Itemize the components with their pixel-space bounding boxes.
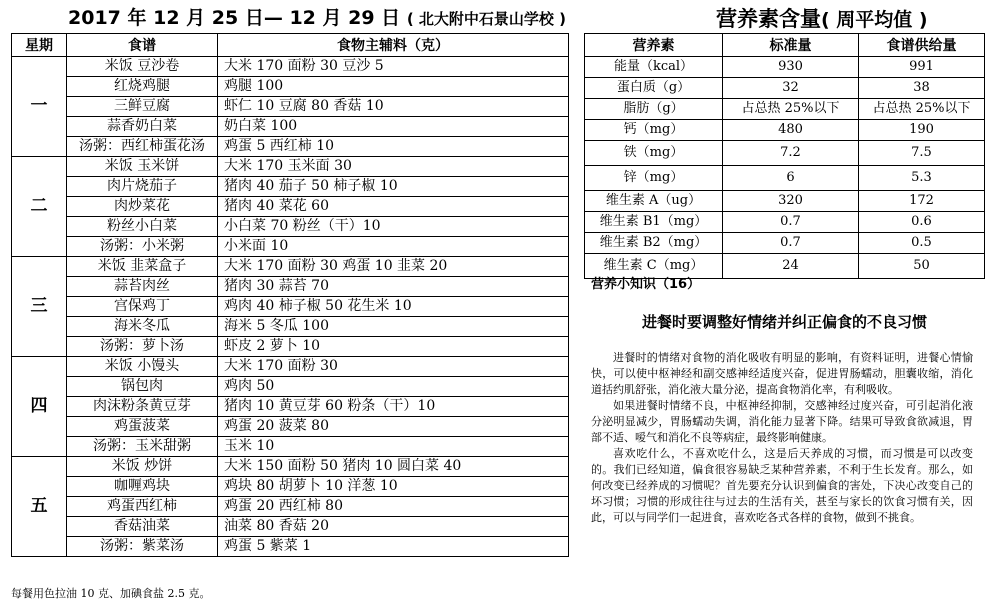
nutrition-title: 营养素含量( 周平均值 ) [716, 7, 928, 31]
dish-cell: 米饭 豆沙卷 [67, 57, 218, 77]
ingredients-cell: 虾皮 2 萝卜 10 [218, 337, 569, 357]
standard-value: 32 [723, 78, 859, 99]
ingredients-cell: 海米 5 冬瓜 100 [218, 317, 569, 337]
ingredients-cell: 大米 170 面粉 30 豆沙 5 [218, 57, 569, 77]
table-row [12, 397, 569, 417]
dish-cell: 海米冬瓜 [67, 317, 218, 337]
nutrient-name: 铁（mg） [585, 141, 723, 166]
dish-cell: 汤粥：萝卜汤 [67, 337, 218, 357]
ingredients-cell: 虾仁 10 豆腐 80 香菇 10 [218, 97, 569, 117]
dish-cell: 鸡蛋西红柿 [67, 497, 218, 517]
supply-value: 190 [859, 120, 985, 141]
standard-value: 6 [723, 166, 859, 191]
nutrient-name: 钙（mg） [585, 120, 723, 141]
col-header-ingredients: 食物主辅料（克） [218, 34, 569, 57]
dish-cell: 米饭 玉米饼 [67, 157, 218, 177]
dish-cell: 肉沫粉条黄豆芽 [67, 397, 218, 417]
ingredients-cell: 猪肉 40 茄子 50 柿子椒 10 [218, 177, 569, 197]
table-row [12, 417, 569, 437]
dish-cell: 米饭 炒饼 [67, 457, 218, 477]
ingredients-cell: 鸡肉 40 柿子椒 50 花生米 10 [218, 297, 569, 317]
standard-value: 24 [723, 254, 859, 279]
dish-cell: 红烧鸡腿 [67, 77, 218, 97]
weekday-cell: 四 [12, 357, 67, 457]
ingredients-cell: 鸡蛋 5 西红柿 10 [218, 137, 569, 157]
col-header-nutrient: 营养素 [585, 34, 723, 57]
table-row [12, 197, 569, 217]
ingredients-cell: 鸡蛋 5 紫菜 1 [218, 537, 569, 557]
standard-value: 480 [723, 120, 859, 141]
weekday-cell: 二 [12, 157, 67, 257]
dish-cell: 蒜香奶白菜 [67, 117, 218, 137]
table-row [585, 120, 985, 141]
weekly-menu-table [11, 33, 569, 557]
col-header-supply: 食谱供给量 [859, 34, 985, 57]
supply-value: 7.5 [859, 141, 985, 166]
table-row [585, 191, 985, 212]
nutrient-name: 脂肪（g） [585, 99, 723, 120]
table-row [585, 212, 985, 233]
table-row [12, 157, 569, 177]
ingredients-cell: 奶白菜 100 [218, 117, 569, 137]
nutrient-name: 蛋白质（g） [585, 78, 723, 99]
dish-cell: 肉炒菜花 [67, 197, 218, 217]
dish-cell: 香菇油菜 [67, 517, 218, 537]
table-row [12, 97, 569, 117]
table-row [12, 277, 569, 297]
standard-value: 0.7 [723, 233, 859, 254]
date-range: 2017 年 12 月 25 日— 12 月 29 日 [68, 7, 401, 29]
standard-value: 0.7 [723, 212, 859, 233]
supply-value: 0.6 [859, 212, 985, 233]
table-row [585, 99, 985, 120]
dish-cell: 米饭 小馒头 [67, 357, 218, 377]
ingredients-cell: 鸡块 80 胡萝卜 10 洋葱 10 [218, 477, 569, 497]
table-row [12, 257, 569, 277]
supply-value: 172 [859, 191, 985, 212]
ingredients-cell: 玉米 10 [218, 437, 569, 457]
standard-value: 占总热 25%以下 [723, 99, 859, 120]
ingredients-cell: 猪肉 30 蒜苔 70 [218, 277, 569, 297]
tips-title: 进餐时要调整好情绪并纠正偏食的不良习惯 [642, 313, 928, 331]
table-row [585, 78, 985, 99]
table-row [12, 77, 569, 97]
dish-cell: 咖喱鸡块 [67, 477, 218, 497]
table-row [12, 357, 569, 377]
dish-cell: 鸡蛋菠菜 [67, 417, 218, 437]
table-row [12, 477, 569, 497]
supply-value: 0.5 [859, 233, 985, 254]
table-row [12, 177, 569, 197]
ingredients-cell: 油菜 80 香菇 20 [218, 517, 569, 537]
tips-paragraph: 喜欢吃什么，不喜欢吃什么，这是后天养成的习惯，而习惯是可以改变的。我们已经知道，偏食很容易缺乏某种营养素，不利于生长发育。那么，如何改变已经养成的习惯呢？首先要充分认识到偏食的害处，下决心改变自己的坏习惯；习惯的形成往往与过去的生活有关，甚至与家长的饮食习惯有关，因此，可以与同学们一起进食，喜欢吃各式各样的食物，做到不挑食。 [591, 447, 973, 524]
col-header-recipe: 食谱 [67, 34, 218, 57]
dish-cell: 锅包肉 [67, 377, 218, 397]
table-row [12, 317, 569, 337]
dish-cell: 米饭 韭菜盒子 [67, 257, 218, 277]
weekday-cell: 一 [12, 57, 67, 157]
dish-cell: 肉片烧茄子 [67, 177, 218, 197]
standard-value: 7.2 [723, 141, 859, 166]
dish-cell: 宫保鸡丁 [67, 297, 218, 317]
ingredients-cell: 鸡蛋 20 西红柿 80 [218, 497, 569, 517]
table-row [12, 437, 569, 457]
ingredients-cell: 猪肉 10 黄豆芽 60 粉条（干）10 [218, 397, 569, 417]
table-row [585, 166, 985, 191]
nutrient-name: 能量（kcal） [585, 57, 723, 78]
standard-value: 320 [723, 191, 859, 212]
table-row [12, 377, 569, 397]
table-row [585, 141, 985, 166]
supply-value: 991 [859, 57, 985, 78]
table-row [585, 233, 985, 254]
ingredients-cell: 鸡肉 50 [218, 377, 569, 397]
table-row [12, 217, 569, 237]
dish-cell: 蒜苔肉丝 [67, 277, 218, 297]
table-row [12, 237, 569, 257]
ingredients-cell: 小米面 10 [218, 237, 569, 257]
table-row [12, 57, 569, 77]
ingredients-cell: 猪肉 40 菜花 60 [218, 197, 569, 217]
supply-value: 5.3 [859, 166, 985, 191]
nutrient-name: 维生素 C（mg） [585, 254, 723, 279]
tips-body [591, 350, 973, 526]
table-row [12, 297, 569, 317]
tips-paragraph: 进餐时的情绪对食物的消化吸收有明显的影响，有资料证明，进餐心情愉快，可以使中枢神经和副交感神经适度兴奋，促进胃肠蠕动，胆囊收缩，消化道括约肌舒张，消化液大量分泌，提高食物消化率，有利吸收。 [591, 351, 973, 396]
weekday-cell: 三 [12, 257, 67, 357]
table-row [12, 517, 569, 537]
table-row [12, 457, 569, 477]
ingredients-cell: 鸡蛋 20 菠菜 80 [218, 417, 569, 437]
col-header-standard: 标准量 [723, 34, 859, 57]
supply-value: 占总热 25%以下 [859, 99, 985, 120]
table-row [12, 117, 569, 137]
table-row [585, 57, 985, 78]
ingredients-cell: 大米 170 玉米面 30 [218, 157, 569, 177]
dish-cell: 汤粥：玉米甜粥 [67, 437, 218, 457]
tips-paragraph: 如果进餐时情绪不良，中枢神经抑制，交感神经过度兴奋，可引起消化液分泌明显减少，胃肠蠕动失调，消化能力显著下降。结果可导致食欲减退，胃部不适、嗳气和消化不良等病症，最终影响健康。 [591, 399, 973, 444]
nutrient-name: 锌（mg） [585, 166, 723, 191]
weekday-cell: 五 [12, 457, 67, 557]
table-row [12, 137, 569, 157]
ingredients-cell: 小白菜 70 粉丝（干）10 [218, 217, 569, 237]
dish-cell: 三鲜豆腐 [67, 97, 218, 117]
ingredients-cell: 大米 150 面粉 50 猪肉 10 圆白菜 40 [218, 457, 569, 477]
ingredients-cell: 大米 170 面粉 30 [218, 357, 569, 377]
school-name: ( 北大附中石景山学校 ) [406, 10, 566, 28]
dish-cell: 汤粥：西红柿蛋花汤 [67, 137, 218, 157]
dish-cell: 汤粥：紫菜汤 [67, 537, 218, 557]
ingredients-cell: 鸡腿 100 [218, 77, 569, 97]
footnote: 每餐用色拉油 10 克、加碘食盐 2.5 克。 [11, 587, 211, 600]
table-row [12, 497, 569, 517]
tips-label: 营养小知识（16） [591, 277, 701, 292]
menu-title [68, 3, 566, 30]
dish-cell: 汤粥：小米粥 [67, 237, 218, 257]
ingredients-cell: 大米 170 面粉 30 鸡蛋 10 韭菜 20 [218, 257, 569, 277]
supply-value: 38 [859, 78, 985, 99]
nutrient-name: 维生素 B2（mg） [585, 233, 723, 254]
nutrient-name: 维生素 B1（mg） [585, 212, 723, 233]
dish-cell: 粉丝小白菜 [67, 217, 218, 237]
standard-value: 930 [723, 57, 859, 78]
supply-value: 50 [859, 254, 985, 279]
nutrition-table [584, 33, 985, 279]
table-row [12, 537, 569, 557]
table-row [12, 337, 569, 357]
col-header-weekday: 星期 [12, 34, 67, 57]
nutrient-name: 维生素 A（ug） [585, 191, 723, 212]
